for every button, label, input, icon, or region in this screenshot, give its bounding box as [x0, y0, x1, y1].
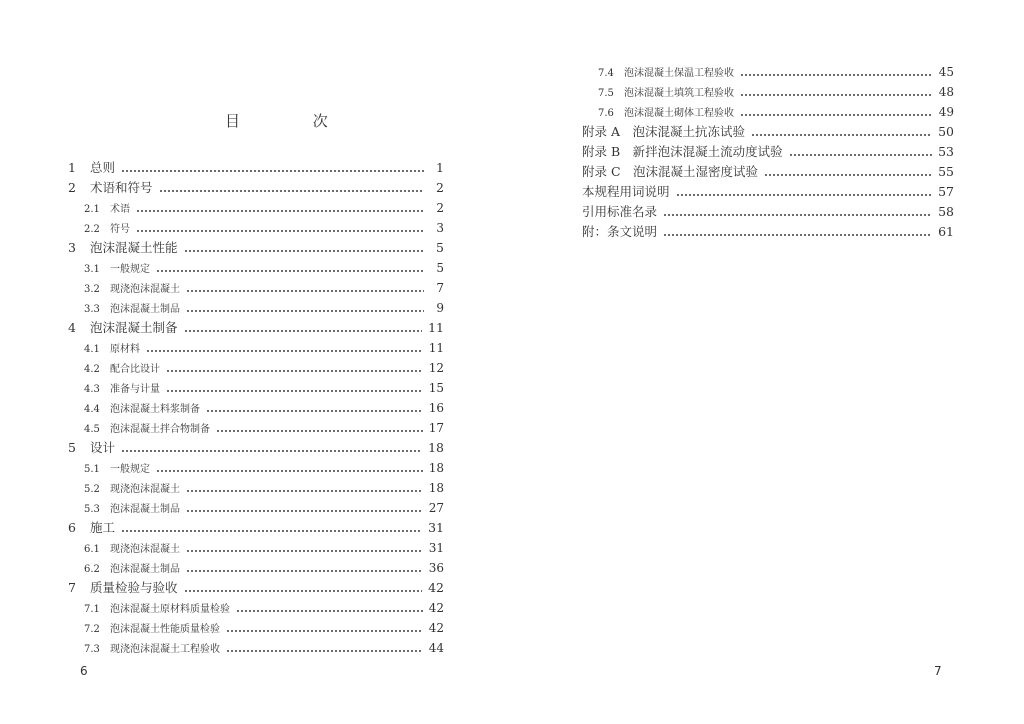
toc-entry-page: 1 — [436, 160, 444, 175]
toc-entry[interactable] — [68, 598, 444, 618]
toc-entry[interactable] — [68, 558, 444, 578]
toc-title: 目 次 — [225, 112, 362, 130]
leader-dots — [740, 74, 933, 76]
toc-entry-label: 附录 C 泡沫混凝土湿密度试验 — [582, 164, 759, 179]
toc-entry-label: 泡沫混凝土原材料质量检验 — [110, 604, 230, 615]
toc-entry-label: 设计 — [90, 440, 116, 455]
leader-dots — [236, 610, 423, 612]
leader-dots — [764, 174, 932, 176]
toc-entry[interactable] — [582, 82, 954, 102]
toc-entry-number: 2.1 — [84, 204, 100, 215]
toc-entry-label: 本规程用词说明 — [582, 184, 670, 199]
leader-dots — [186, 550, 423, 552]
toc-entry-page: 2 — [436, 201, 444, 215]
toc-entry-page: 42 — [428, 601, 444, 615]
toc-entry[interactable] — [68, 538, 444, 558]
toc-entry-page: 9 — [436, 301, 444, 315]
page-number-left: 6 — [80, 664, 88, 678]
toc-entry-label: 附录 A 泡沫混凝土抗冻试验 — [582, 124, 746, 139]
toc-entry-number: 3 — [68, 240, 76, 255]
toc-entry[interactable] — [68, 218, 444, 238]
toc-entry-page: 18 — [428, 440, 444, 455]
toc-entry[interactable] — [68, 158, 444, 178]
toc-entry-number: 4.2 — [84, 364, 100, 375]
toc-entry-page: 42 — [428, 580, 444, 595]
toc-entry-label: 泡沫混凝土制品 — [110, 304, 180, 315]
toc-entry[interactable] — [68, 618, 444, 638]
leader-dots — [206, 410, 423, 412]
toc-entry[interactable] — [68, 458, 444, 478]
toc-entry-label: 泡沫混凝土制品 — [110, 564, 180, 575]
leader-dots — [184, 590, 423, 592]
toc-entry[interactable] — [68, 498, 444, 518]
toc-entry-label: 泡沫混凝土制品 — [110, 504, 180, 515]
toc-entry-page: 61 — [938, 224, 954, 239]
toc-entry-label: 符号 — [110, 224, 130, 235]
toc-entry-page: 31 — [428, 520, 444, 535]
toc-entry[interactable] — [582, 202, 954, 222]
leader-dots — [136, 230, 424, 232]
toc-entry-number: 5.3 — [84, 504, 100, 515]
toc-entry-number: 4.4 — [84, 404, 100, 415]
toc-entry-label: 现浇泡沫混凝土 — [110, 544, 180, 555]
toc-entry-page: 50 — [938, 124, 954, 139]
leader-dots — [146, 350, 423, 352]
toc-entry-page: 27 — [428, 501, 444, 515]
leader-dots — [186, 510, 423, 512]
leader-dots — [663, 214, 932, 216]
toc-entry-label: 总则 — [90, 160, 116, 175]
toc-entry-number: 4.5 — [84, 424, 100, 435]
toc-entry-page: 48 — [938, 85, 954, 99]
leader-dots — [226, 630, 423, 632]
toc-entry-page: 42 — [428, 621, 444, 635]
toc-entry-label: 配合比设计 — [110, 364, 160, 375]
toc-entry[interactable] — [582, 62, 954, 82]
leader-dots — [156, 270, 424, 272]
toc-entry-number: 7.3 — [84, 644, 100, 655]
toc-entry-number: 6.2 — [84, 564, 100, 575]
toc-entry-label: 泡沫混凝土砌体工程验收 — [624, 108, 734, 119]
leader-dots — [751, 134, 932, 136]
toc-entry[interactable] — [68, 358, 444, 378]
toc-entry-number: 7.6 — [598, 108, 614, 119]
toc-entry-label: 泡沫混凝土拌合物制备 — [110, 424, 210, 435]
toc-entry-page: 49 — [938, 105, 954, 119]
toc-entry-page: 16 — [428, 401, 444, 415]
leader-dots — [166, 390, 423, 392]
toc-entry-number: 3.2 — [84, 284, 100, 295]
toc-entry-label: 现浇泡沫混凝土 — [110, 284, 180, 295]
toc-entry-page: 12 — [428, 361, 444, 375]
leader-dots — [159, 190, 424, 192]
toc-entry-number: 7.4 — [598, 68, 614, 79]
toc-list-right — [582, 62, 954, 242]
toc-entry[interactable] — [68, 638, 444, 658]
toc-entry[interactable] — [68, 478, 444, 498]
leader-dots — [676, 194, 933, 196]
toc-entry-page: 18 — [428, 461, 444, 475]
leader-dots — [216, 430, 423, 432]
toc-entry[interactable] — [68, 198, 444, 218]
right-page — [512, 0, 1024, 724]
leader-dots — [121, 170, 424, 172]
toc-entry[interactable] — [68, 578, 444, 598]
toc-entry-label: 泡沫混凝土料浆制备 — [110, 404, 200, 415]
leader-dots — [136, 210, 424, 212]
toc-entry[interactable] — [582, 102, 954, 122]
toc-entry-label: 一般规定 — [110, 264, 150, 275]
toc-entry-number: 3.1 — [84, 264, 100, 275]
toc-entry-number: 4 — [68, 320, 76, 335]
toc-entry-page: 5 — [436, 240, 444, 255]
leader-dots — [184, 330, 423, 332]
toc-entry-number: 6.1 — [84, 544, 100, 555]
toc-entry-number: 5 — [68, 440, 76, 455]
toc-entry-number: 4.1 — [84, 344, 100, 355]
toc-entry[interactable] — [68, 258, 444, 278]
leader-dots — [186, 570, 423, 572]
toc-entry-label: 原材料 — [110, 344, 140, 355]
toc-entry[interactable] — [68, 318, 444, 338]
toc-entry-page: 55 — [938, 164, 954, 179]
toc-entry-number: 5.2 — [84, 484, 100, 495]
toc-entry-page: 11 — [428, 320, 444, 335]
toc-entry-page: 7 — [436, 281, 444, 295]
toc-entry[interactable] — [68, 338, 444, 358]
toc-entry-page: 2 — [436, 180, 444, 195]
toc-entry-number: 4.3 — [84, 384, 100, 395]
toc-entry-page: 58 — [938, 204, 954, 219]
toc-entry-label: 施工 — [90, 520, 116, 535]
toc-entry-number: 7.2 — [84, 624, 100, 635]
toc-entry[interactable] — [582, 122, 954, 142]
toc-entry-label: 引用标准名录 — [582, 204, 658, 219]
toc-entry-page: 17 — [428, 421, 444, 435]
toc-entry-number: 6 — [68, 520, 76, 535]
toc-entry-page: 36 — [428, 561, 444, 575]
toc-entry-page: 31 — [428, 541, 444, 555]
leader-dots — [186, 310, 424, 312]
toc-entry-number: 2.2 — [84, 224, 100, 235]
toc-entry[interactable] — [68, 238, 444, 258]
leader-dots — [663, 234, 932, 236]
toc-entry-label: 现浇泡沫混凝土 — [110, 484, 180, 495]
leader-dots — [226, 650, 423, 652]
toc-entry[interactable] — [582, 162, 954, 182]
toc-entry-label: 一般规定 — [110, 464, 150, 475]
toc-entry-number: 5.1 — [84, 464, 100, 475]
toc-entry-number: 7.1 — [84, 604, 100, 615]
toc-entry-label: 泡沫混凝土填筑工程验收 — [624, 88, 734, 99]
leader-dots — [184, 250, 424, 252]
toc-entry-label: 泡沫混凝土保温工程验收 — [624, 68, 734, 79]
toc-entry[interactable] — [582, 142, 954, 162]
toc-entry-label: 泡沫混凝土性能质量检验 — [110, 624, 220, 635]
toc-entry-number: 1 — [68, 160, 76, 175]
toc-entry-label: 附：条文说明 — [582, 224, 658, 239]
toc-entry-page: 5 — [436, 261, 444, 275]
toc-entry[interactable] — [582, 222, 954, 242]
toc-entry-number: 3.3 — [84, 304, 100, 315]
toc-entry-page: 53 — [938, 144, 954, 159]
toc-list-left — [68, 158, 444, 658]
page-number-right: 7 — [934, 664, 942, 678]
toc-entry-label: 附录 B 新拌泡沫混凝土流动度试验 — [582, 144, 783, 159]
toc-entry-label: 质量检验与验收 — [90, 580, 178, 595]
leader-dots — [121, 530, 422, 532]
toc-entry[interactable] — [68, 418, 444, 438]
toc-entry-label: 泡沫混凝土性能 — [90, 240, 178, 255]
toc-entry[interactable] — [68, 298, 444, 318]
leader-dots — [186, 490, 423, 492]
toc-entry-number: 2 — [68, 180, 76, 195]
toc-entry[interactable] — [68, 398, 444, 418]
leader-dots — [121, 450, 422, 452]
toc-entry[interactable] — [68, 378, 444, 398]
toc-entry-page: 44 — [428, 641, 444, 655]
toc-entry-page: 57 — [938, 184, 954, 199]
toc-entry-label: 泡沫混凝土制备 — [90, 320, 178, 335]
toc-entry-label: 现浇泡沫混凝土工程验收 — [110, 644, 220, 655]
toc-entry-label: 准备与计量 — [110, 384, 160, 395]
leader-dots — [740, 114, 933, 116]
toc-entry-page: 18 — [428, 481, 444, 495]
toc-entry-number: 7.5 — [598, 88, 614, 99]
leader-dots — [156, 470, 423, 472]
toc-entry[interactable] — [68, 438, 444, 458]
toc-entry-page: 45 — [938, 65, 954, 79]
toc-entry-page: 15 — [428, 381, 444, 395]
toc-entry[interactable] — [68, 518, 444, 538]
leader-dots — [166, 370, 423, 372]
leader-dots — [186, 290, 424, 292]
toc-entry-label: 术语 — [110, 204, 130, 215]
toc-entry-number: 7 — [68, 580, 76, 595]
toc-entry-page: 11 — [428, 341, 444, 355]
toc-entry[interactable] — [68, 178, 444, 198]
leader-dots — [740, 94, 933, 96]
toc-entry[interactable] — [582, 182, 954, 202]
toc-entry-label: 术语和符号 — [90, 180, 153, 195]
leader-dots — [789, 154, 932, 156]
toc-entry-page: 3 — [436, 221, 444, 235]
toc-entry[interactable] — [68, 278, 444, 298]
